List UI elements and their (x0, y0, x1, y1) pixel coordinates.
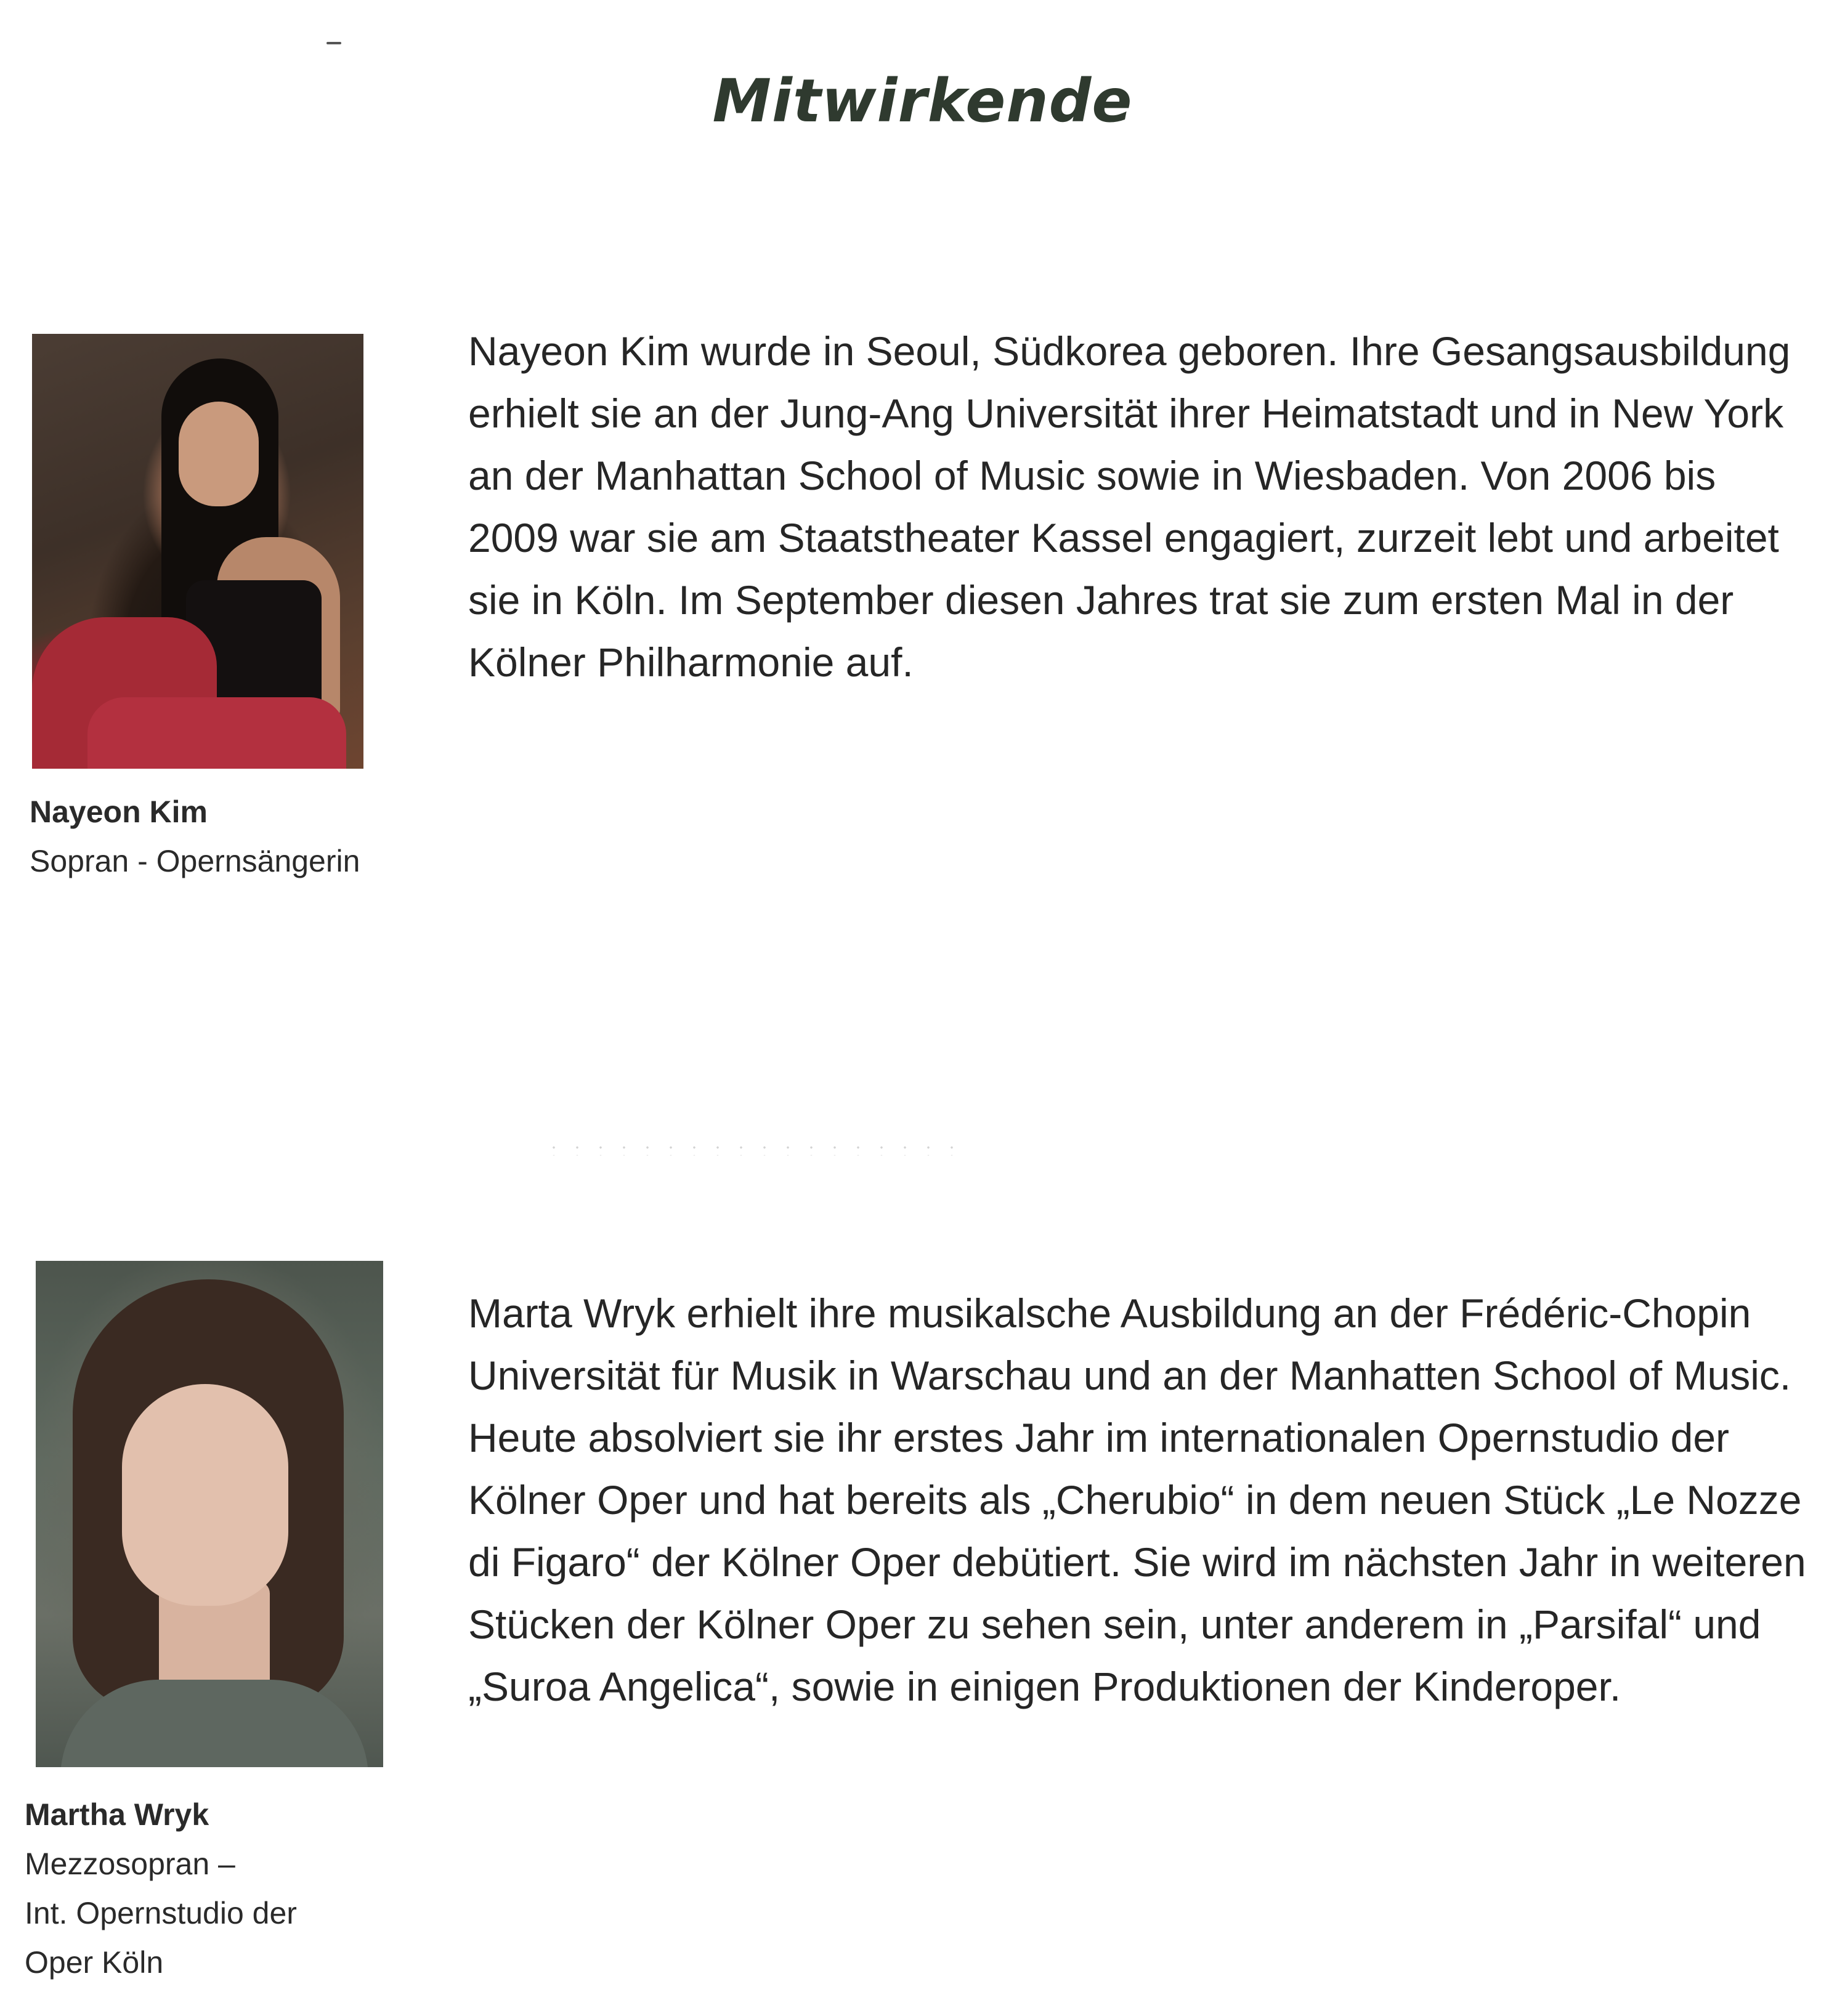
performer-bio-nayeon-kim: Nayeon Kim wurde in Seoul, Südkorea geboren. Ihre Gesangsausbildung erhielt sie an der Jung-Ang Universität ihrer Heimatstadt und in New York an der Manhattan School of Music sowie in Wiesbaden. Von 2006 bis 2009 war sie am Staatstheater Kassel engagiert, zurzeit lebt und arbeitet sie in Köln. Im September diesen Jahres trat sie zum ersten Mal in der Kölner Philharmonie auf. (468, 328, 1791, 685)
scan-artifact-specks (542, 1143, 973, 1156)
performer-photo-martha-wryk (36, 1261, 383, 1767)
performer-name: Martha Wryk (25, 1797, 209, 1832)
performer-caption-martha-wryk (25, 1790, 419, 1987)
page-title: Mitwirkende (712, 67, 1133, 136)
scan-artifact-mark (326, 42, 341, 44)
performer-name: Nayeon Kim (30, 795, 208, 829)
performer-role: Mezzosopran – Int. Opernstudio der Oper Köln (25, 1847, 297, 1980)
performer-caption-nayeon-kim (30, 787, 461, 886)
performer-role: Sopran - Opernsängerin (30, 844, 360, 878)
performer-photo-nayeon-kim (32, 334, 363, 769)
performer-bio-martha-wryk: Marta Wryk erhielt ihre musikalsche Ausbildung an der Frédéric-Chopin Universität für Musik in Warschau und an der Manhatten School of Music. Heute absolviert sie ihr erstes Jahr im internationalen Opernstudio der Kölner Oper und hat bereits als „Cherubio“ in dem neuen Stück „Le Nozze di Figaro“ der Kölner Oper debütiert. Sie wird im nächsten Jahr in weiteren Stücken der Kölner Oper zu sehen sein, unter anderem in „Parsifal“ und „Suroa Angelica“, sowie in einigen Produktionen der Kinderoper. (468, 1290, 1806, 1709)
